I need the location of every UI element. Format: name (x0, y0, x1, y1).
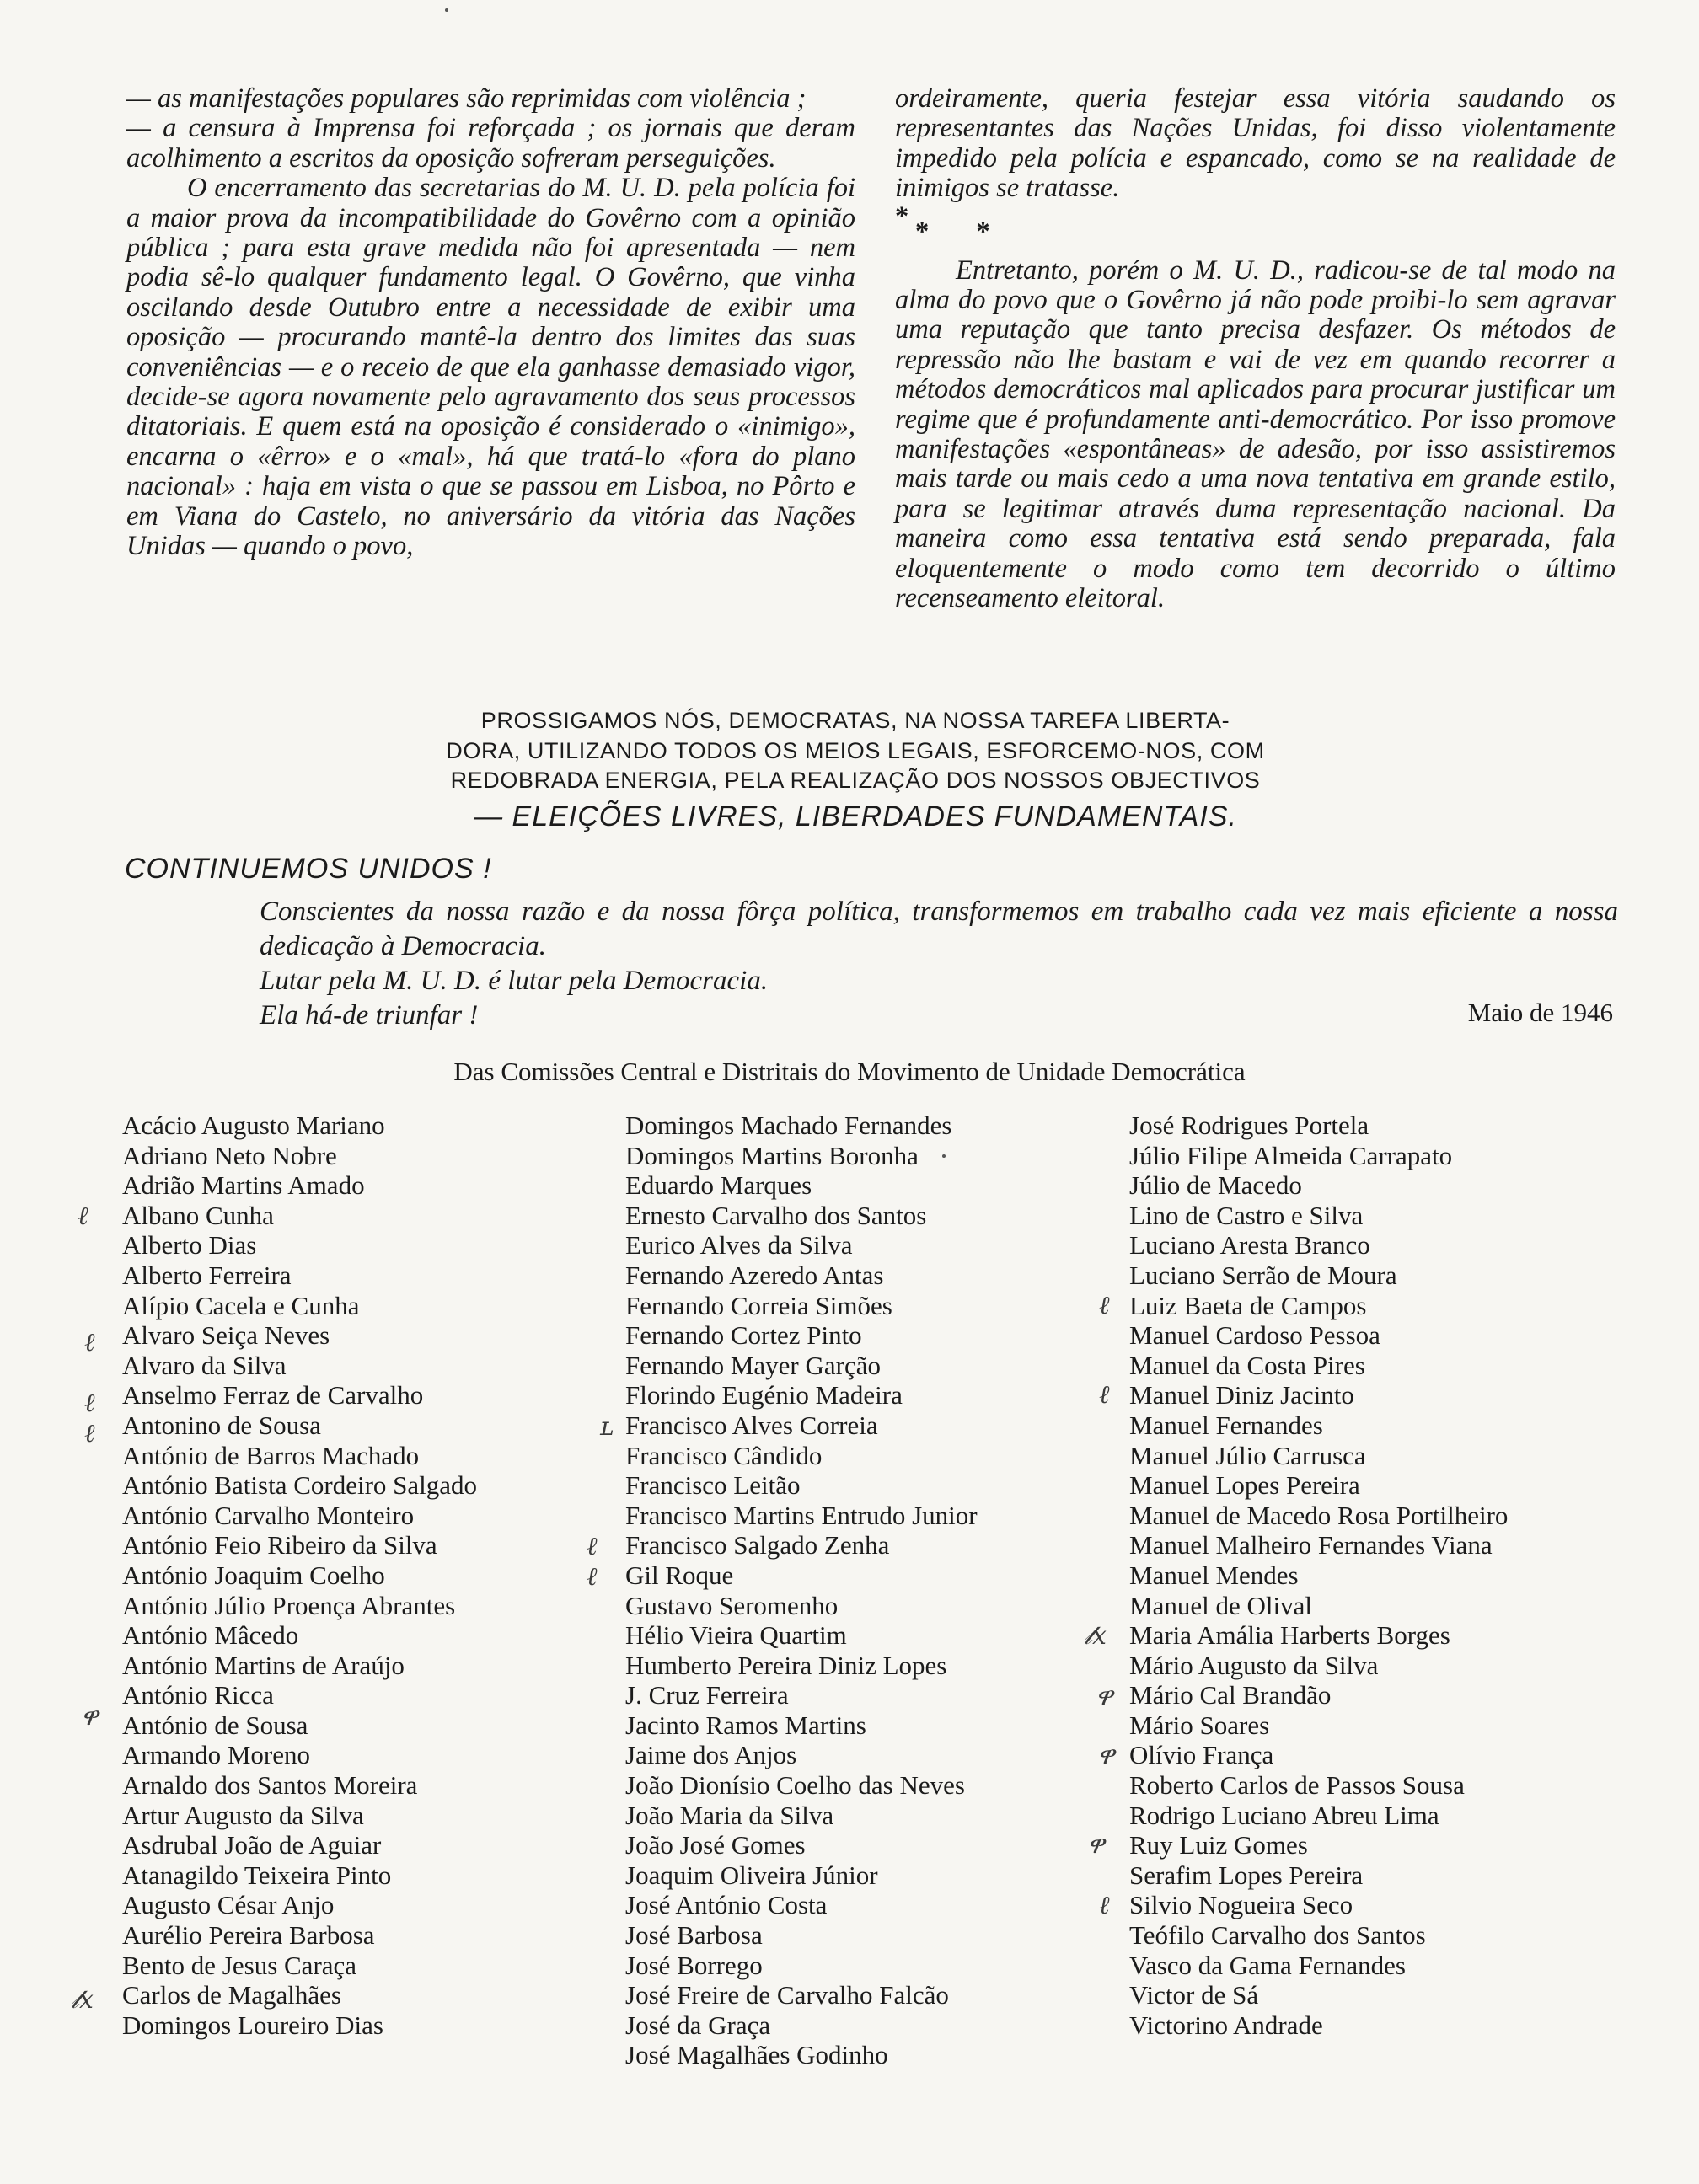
signatory-name: Aurélio Pereira Barbosa (122, 1920, 375, 1951)
signatory-name: Adriano Neto Nobre (122, 1140, 337, 1170)
signatory-name: Luciano Serrão de Moura (1129, 1260, 1397, 1290)
continuemos-heading: CONTINUEMOS UNIDOS ! (125, 853, 492, 885)
signatory-name: Victorino Andrade (1129, 2010, 1323, 2040)
signatory-name: Luciano Aresta Branco (1129, 1230, 1370, 1261)
signatory-name: Manuel Cardoso Pessoa (1129, 1320, 1380, 1351)
signatory-name: Júlio de Macedo (1129, 1170, 1302, 1201)
signatory-name: José António Costa (625, 1890, 828, 1920)
signatory-name: Manuel Lopes Pereira (1129, 1470, 1360, 1501)
signatory-name: Manuel Mendes (1129, 1560, 1299, 1590)
signatory-name: António Batista Cordeiro Salgado (122, 1470, 478, 1501)
signatory-name: Teófilo Carvalho dos Santos (1129, 1920, 1426, 1951)
signatories-heading: Das Comissões Central e Distritais do Movimento de Unidade Democrática (453, 1057, 1246, 1086)
signatory-name: António Ricca (122, 1680, 274, 1710)
pencil-mark-icon: 𝓁x (71, 1985, 94, 2015)
signatory-name: José Borrego (625, 1950, 763, 1980)
pencil-mark-icon: ℓ (84, 1419, 95, 1448)
signatory-name: Manuel de Olival (1129, 1590, 1312, 1620)
signatory-name: Rodrigo Luciano Abreu Lima (1129, 1800, 1439, 1830)
signatory-name: Adrião Martins Amado (122, 1170, 365, 1201)
signatory-name: José Rodrigues Portela (1129, 1111, 1369, 1140)
signatory-name: Manuel Malheiro Fernandes Viana (1129, 1530, 1493, 1560)
signatory-name: Hélio Vieira Quartim (625, 1620, 847, 1651)
signatory-name: Francisco Alves Correia (625, 1410, 878, 1440)
signatory-name: João Dionísio Coelho das Neves (625, 1770, 965, 1801)
signatory-name: Fernando Mayer Garção (625, 1350, 881, 1380)
signatory-name: Manuel Júlio Carrusca (1129, 1440, 1366, 1470)
prose-paragraph: — as manifestações populares são reprimidas com violência ; (126, 83, 807, 114)
appeal-line: REDOBRADA ENERGIA, PELA REALIZAÇÃO DOS NOSSOS OBJECTIVOS (450, 768, 1261, 793)
signatory-name: Júlio Filipe Almeida Carrapato (1129, 1140, 1453, 1170)
prose-right-column (895, 84, 1616, 614)
pencil-mark-icon: ዋ (1097, 1741, 1115, 1770)
pencil-mark-icon: 𝓁x (1084, 1621, 1107, 1651)
pencil-mark-icon: ℓ (1099, 1380, 1110, 1410)
signatory-name: Domingos Loureiro Dias (122, 2010, 383, 2040)
signatory-name: Lino de Castro e Silva (1129, 1200, 1364, 1230)
signatory-name: J. Cruz Ferreira (625, 1680, 789, 1710)
signatories-column-1 (122, 1111, 477, 2040)
signatory-name: Manuel de Macedo Rosa Portilheiro (1129, 1500, 1509, 1530)
signatory-name: Florindo Eugénio Madeira (625, 1380, 903, 1410)
signatory-name: Gustavo Seromenho (625, 1590, 839, 1620)
pencil-mark-icon: ℓ (84, 1328, 95, 1357)
signatory-name: João José Gomes (625, 1830, 806, 1860)
signatory-name: Mário Augusto da Silva (1129, 1650, 1379, 1680)
signatory-name: Manuel Diniz Jacinto (1129, 1380, 1354, 1410)
closing-paragraph: Conscientes da nossa razão e da nossa fôrça política, transformemos em trabalho cada vez mais eficiente a nossa dedicação à Democracia. (260, 897, 1618, 961)
signatory-name: Bento de Jesus Caraça (122, 1950, 357, 1980)
signatory-name: Domingos Martins Boronha (625, 1140, 919, 1170)
signatory-name: Manuel Fernandes (1129, 1410, 1323, 1440)
signatory-name: Ruy Luiz Gomes (1129, 1830, 1308, 1860)
signatory-name: Mário Cal Brandão (1129, 1680, 1332, 1710)
prose-paragraph: ordeiramente, queria festejar essa vitória saudando os representantes das Nações Unidas, foi disso violentamente impedido pela polícia e espancado, como se na realidade de inimigos se tratasse. (895, 83, 1616, 204)
section-separator: * * * (895, 201, 1010, 247)
signatory-name: António Martins de Araújo (122, 1650, 405, 1680)
appeal-line: DORA, UTILIZANDO TODOS OS MEIOS LEGAIS, ESFORCEMO-NOS, COM (446, 737, 1265, 763)
prose-paragraph: — a censura à Imprensa foi reforçada ; os jornais que deram acolhimento a escritos da oposição sofreram perseguições. (126, 113, 855, 174)
signatory-name: Gil Roque (625, 1560, 734, 1590)
signatory-name: Roberto Carlos de Passos Sousa (1129, 1770, 1465, 1801)
document-date: Maio de 1946 (1467, 998, 1613, 1027)
signatory-name: António de Sousa (122, 1710, 308, 1740)
signatory-name: Albano Cunha (122, 1200, 274, 1230)
appeal-caps (362, 706, 1348, 796)
signatory-name: José Magalhães Godinho (625, 2040, 888, 2070)
signatory-name: Fernando Cortez Pinto (625, 1320, 862, 1351)
signatory-name: Eduardo Marques (625, 1170, 812, 1201)
signatory-name: António Mâcedo (122, 1620, 299, 1651)
signatory-name: Francisco Cândido (625, 1440, 823, 1470)
signatory-name: Francisco Salgado Zenha (625, 1530, 890, 1560)
prose-paragraph: Entretanto, porém o M. U. D., radicou-se de tal modo na alma do povo que o Govêrno já não pode proibi-lo sem agravar uma reputação que tanto precisa desfazer. Os métodos de repressão não lhe bastam e vai de vez em quando recorrer a métodos democráticos mal aplicados para procurar justificar um regime que é profundamente anti-democrático. Por isso promove manifestações «espontâneas» de adesão, por isso assistiremos mais tarde ou mais cedo a uma nova tentativa em grande estilo, para se legitimar através duma representação nacional. Da maneira como essa tentativa está sendo preparada, fala eloquentemente o modo como tem decorrido o último recenseamento eleitoral. (895, 254, 1616, 614)
signatory-name: Domingos Machado Fernandes (625, 1111, 952, 1140)
signatory-name: Francisco Martins Entrudo Junior (625, 1500, 978, 1530)
signatory-name: Humberto Pereira Diniz Lopes (625, 1650, 947, 1680)
signatory-name: Luiz Baeta de Campos (1129, 1290, 1367, 1320)
signatory-name: Armando Moreno (122, 1740, 310, 1770)
signatory-name: Eurico Alves da Silva (625, 1230, 853, 1261)
signatory-name: Carlos de Magalhães (122, 1980, 341, 2010)
signatory-name: Serafim Lopes Pereira (1129, 1860, 1364, 1890)
pencil-mark-icon: ℓ (84, 1389, 95, 1418)
signatory-name: António Feio Ribeiro da Silva (122, 1530, 437, 1560)
pencil-mark-icon: ℓ (587, 1532, 598, 1561)
signatory-name: Vasco da Gama Fernandes (1129, 1950, 1406, 1980)
signatory-name: Antonino de Sousa (122, 1410, 321, 1440)
signatory-name: Anselmo Ferraz de Carvalho (122, 1380, 424, 1410)
pencil-mark-icon: ℓ (1099, 1891, 1110, 1920)
signatory-name: Jacinto Ramos Martins (625, 1710, 866, 1740)
signatory-name: Artur Augusto da Silva (122, 1800, 364, 1830)
signatories-column-3 (1129, 1111, 1508, 2040)
signatory-name: Silvio Nogueira Seco (1129, 1890, 1353, 1920)
signatory-name: António Joaquim Coelho (122, 1560, 385, 1590)
signatory-name: Asdrubal João de Aguiar (122, 1830, 382, 1860)
appeal-line: PROSSIGAMOS NÓS, DEMOCRATAS, NA NOSSA TAREFA LIBERTA- (480, 708, 1230, 733)
signatory-name: Joaquim Oliveira Júnior (625, 1860, 878, 1890)
signatories-column-2 (625, 1111, 978, 2070)
pencil-mark-icon: ዋ (81, 1702, 99, 1732)
pencil-mark-icon: ዋ (1087, 1830, 1105, 1860)
signatory-name: António Júlio Proença Abrantes (122, 1590, 456, 1620)
pencil-mark-icon: ℓ (1099, 1291, 1110, 1320)
signatory-name: Alípio Cacela e Cunha (122, 1290, 360, 1320)
signatory-name: Manuel da Costa Pires (1129, 1350, 1365, 1380)
closing-line: Lutar pela M. U. D. é lutar pela Democracia. (260, 966, 769, 996)
signatory-name: Maria Amália Harberts Borges (1129, 1620, 1450, 1651)
signatory-name: José Freire de Carvalho Falcão (625, 1980, 949, 2010)
signatory-name: Arnaldo dos Santos Moreira (122, 1770, 418, 1801)
signatory-name: João Maria da Silva (625, 1800, 834, 1830)
signatory-name: Acácio Augusto Mariano (122, 1111, 385, 1140)
slogan: — ELEIÇÕES LIVRES, LIBERDADES FUNDAMENTAIS. (474, 800, 1237, 832)
signatory-name: José da Graça (625, 2010, 771, 2040)
signatory-name: Alvaro da Silva (122, 1350, 287, 1380)
signatory-name: Fernando Azeredo Antas (625, 1260, 884, 1290)
closing-line: Ela há-de triunfar ! (260, 1000, 479, 1030)
prose-left-column (126, 84, 855, 562)
signatory-name: José Barbosa (625, 1920, 763, 1951)
pencil-mark-icon: ʟ (600, 1412, 614, 1442)
pencil-mark-icon: ℓ (78, 1202, 88, 1231)
signatory-name: Jaime dos Anjos (625, 1740, 797, 1770)
signatory-name: Augusto César Anjo (122, 1890, 335, 1920)
signatory-name: Francisco Leitão (625, 1470, 801, 1501)
signatory-name: Alvaro Seiça Neves (122, 1320, 330, 1351)
signatory-name: Alberto Dias (122, 1230, 257, 1261)
signatory-name: Mário Soares (1129, 1710, 1270, 1740)
signatory-name: Fernando Correia Simões (625, 1290, 892, 1320)
signatory-name: António Carvalho Monteiro (122, 1500, 415, 1530)
signatory-name: António de Barros Machado (122, 1440, 420, 1470)
signatory-name: Alberto Ferreira (122, 1260, 292, 1290)
prose-paragraph: O encerramento das secretarias do M. U. D. pela polícia foi a maior prova da incompatibilidade do Govêrno com a opinião pública ; para esta grave medida não foi apresentada — nem podia sê-lo qualquer fundamento legal. O Govêrno, que vinha oscilando desde Outubro entre a necessidade de exibir uma oposição — procurando mantê-la dentro dos limites das suas conveniências — e o receio de que ela ganhasse demasiado vigor, decide-se agora novamente pelo agravamento dos seus processos ditatoriais. E quem está na oposição é considerado o «inimigo», encarna o «êrro» e o «mal», há que tratá-lo «fora do plano nacional» : haja em vista o que se passou em Lisboa, no Pôrto e em Viana do Castelo, no aniversário da vitória das Nações Unidas — quando o povo, (126, 173, 855, 562)
staple-mark (445, 8, 448, 12)
signatory-name: Atanagildo Teixeira Pinto (122, 1860, 392, 1890)
pencil-mark-icon: ዋ (1096, 1682, 1113, 1711)
closing-text (260, 895, 1618, 1033)
signatory-name: Ernesto Carvalho dos Santos (625, 1200, 927, 1230)
signatory-name: Victor de Sá (1129, 1980, 1259, 2010)
pencil-mark-icon: ℓ (587, 1562, 598, 1592)
signatory-name: Olívio França (1129, 1740, 1274, 1770)
